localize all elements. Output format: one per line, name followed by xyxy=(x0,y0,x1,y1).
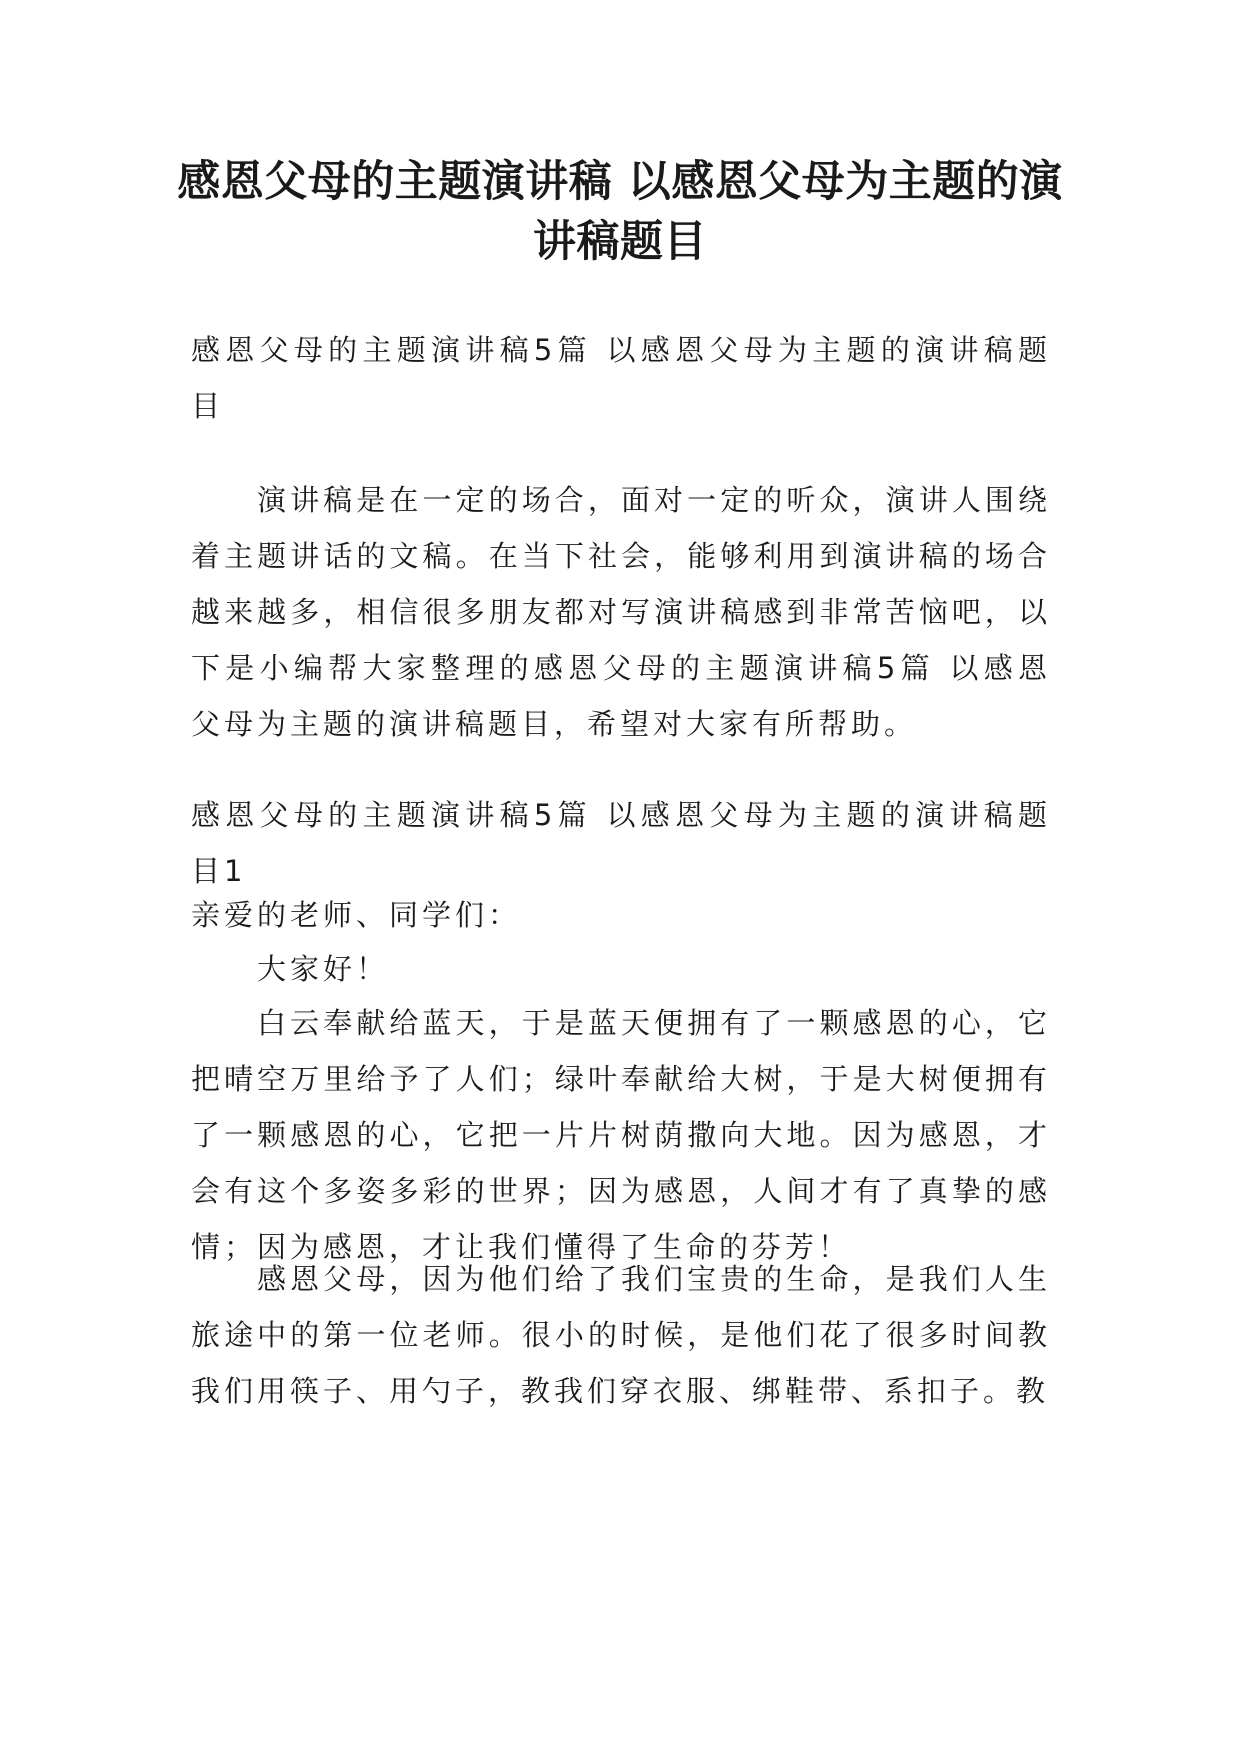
intro-paragraph: 演讲稿是在一定的场合，面对一定的听众，演讲人围绕着主题讲话的文稿。在当下社会，能够利用到演讲稿的场合越来越多，相信很多朋友都对写演讲稿感到非常苦恼吧，以下是小编帮大家整理的感恩父母的主题演讲稿5篇 以感恩父母为主题的演讲稿题目，希望对大家有所帮助。 xyxy=(191,483,1051,741)
document-subtitle: 感恩父母的主题演讲稿5篇 以感恩父母为主题的演讲稿题目 xyxy=(191,333,1051,423)
document-title: 感恩父母的主题演讲稿 以感恩父母为主题的演讲稿题目 xyxy=(177,157,1063,267)
section-heading: 感恩父母的主题演讲稿5篇 以感恩父母为主题的演讲稿题目1 xyxy=(191,798,1051,888)
body-paragraph-2: 感恩父母，因为他们给了我们宝贵的生命，是我们人生旅途中的第一位老师。很小的时候，是他们花了很多时间教我们用筷子、用勺子，教我们穿衣服、绑鞋带、系扣子。教 xyxy=(191,1262,1051,1408)
salutation: 亲爱的老师、同学们： xyxy=(191,898,522,932)
body-paragraph-1: 白云奉献给蓝天，于是蓝天便拥有了一颗感恩的心，它把晴空万里给予了人们；绿叶奉献给大树，于是大树便拥有了一颗感恩的心，它把一片片树荫撒向大地。因为感恩，才会有这个多姿多彩的世界；因为感恩，人间才有了真挚的感情；因为感恩，才让我们懂得了生命的芬芳！ xyxy=(191,1006,1051,1264)
greeting: 大家好！ xyxy=(257,952,390,986)
